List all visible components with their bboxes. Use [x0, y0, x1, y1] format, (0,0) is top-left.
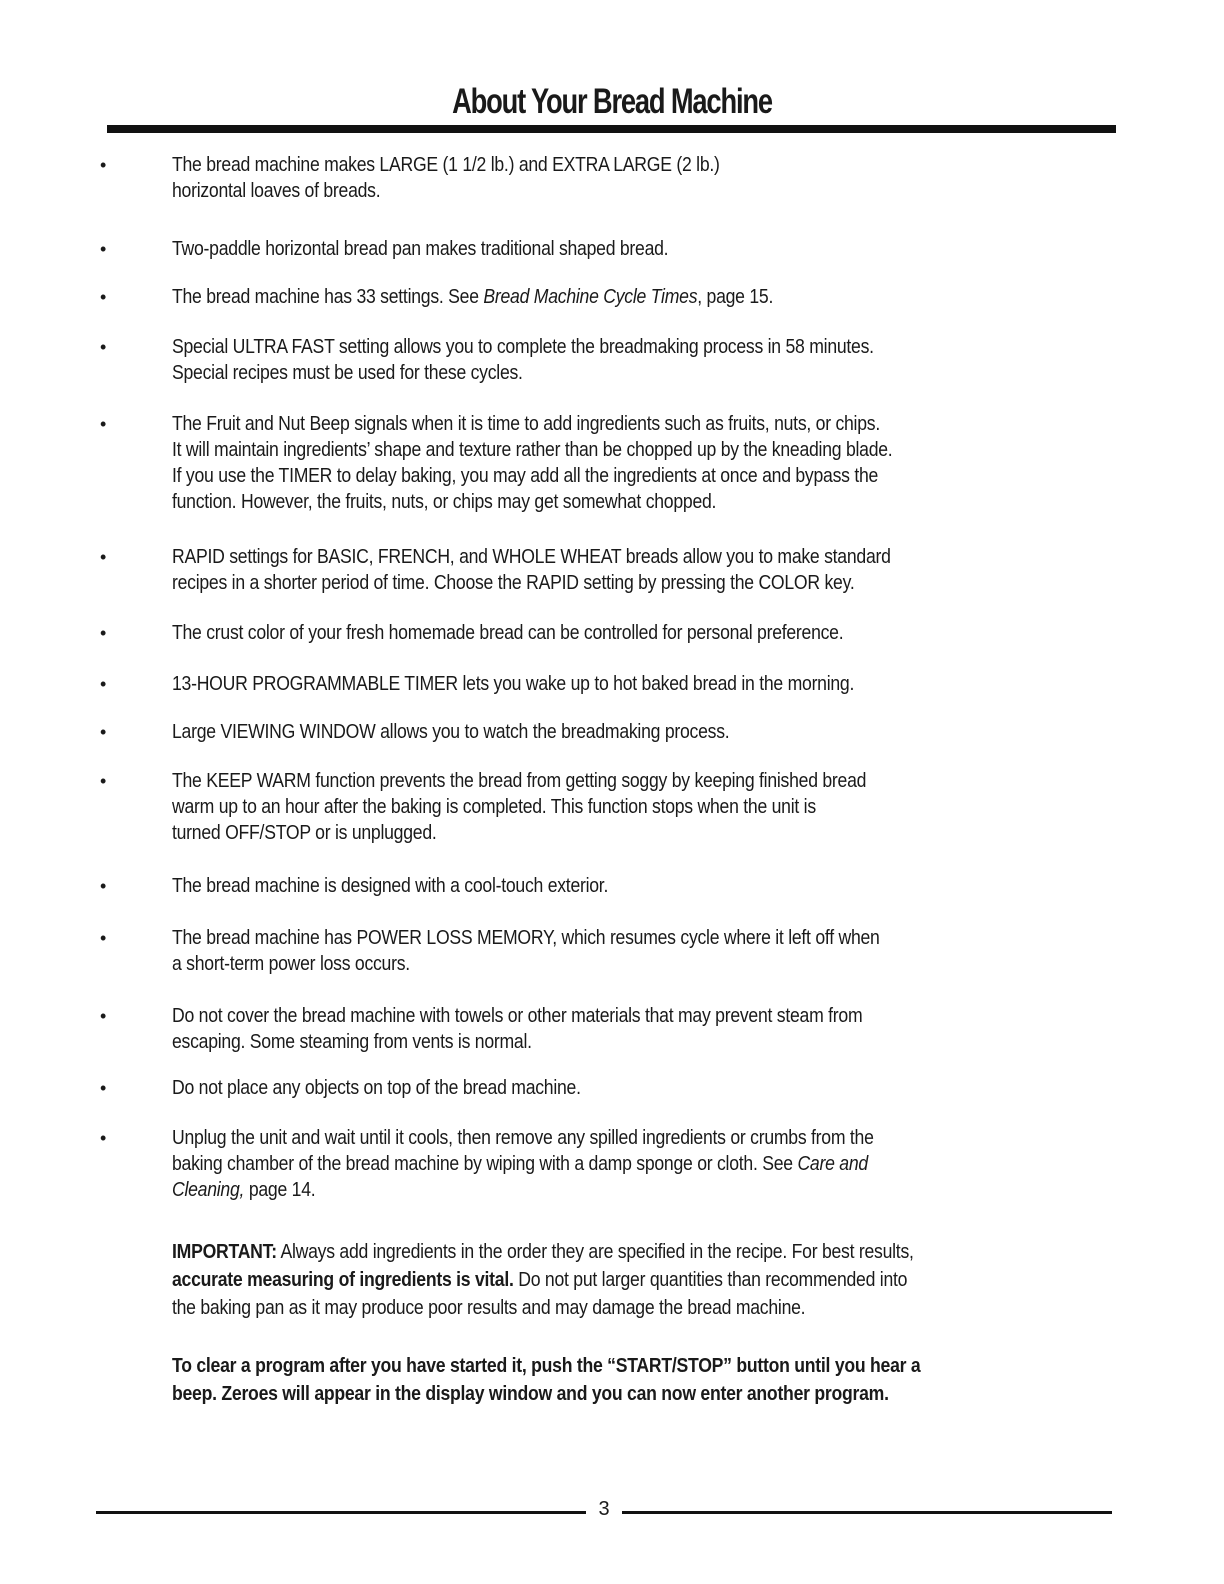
list-item: [100, 671, 1132, 697]
list-item: [100, 1125, 1132, 1203]
list-item: [100, 925, 1132, 977]
bullet-icon: •: [100, 1128, 107, 1148]
footer-rule-right: [622, 1511, 1112, 1514]
list-item-text: The bread machine has POWER LOSS MEMORY, which resumes cycle where it left off when a short-term power loss occurs.: [172, 926, 880, 975]
bullet-icon: •: [100, 876, 107, 896]
list-item: [100, 544, 1132, 596]
bullet-icon: •: [100, 674, 107, 694]
footer-rule-left: [96, 1511, 586, 1514]
list-item-text: 13-HOUR PROGRAMMABLE TIMER lets you wake up to hot baked bread in the morning.: [172, 672, 855, 695]
list-item: [100, 1003, 1132, 1055]
list-item: [100, 284, 1132, 310]
list-item: [100, 334, 1132, 386]
page-number: 3: [598, 1498, 610, 1520]
bullet-icon: •: [100, 771, 107, 791]
list-item-text: The crust color of your fresh homemade bread can be controlled for personal preference.: [172, 621, 844, 644]
list-item: [100, 873, 1132, 899]
list-item: [100, 719, 1132, 745]
list-item-text: Two-paddle horizontal bread pan makes traditional shaped bread.: [172, 237, 669, 260]
list-item-text: The Fruit and Nut Beep signals when it is time to add ingredients such as fruits, nuts, or chips. It will maintain ingredients’ shape and texture rather than be chopped up by the kneading blade. If you use the TIMER to delay baking, you may add all the ingredients at once and bypass the function. However, the fruits, nuts, or chips may get somewhat chopped.: [172, 412, 893, 513]
bullet-icon: •: [100, 287, 107, 307]
list-item-text: The bread machine is designed with a cool-touch exterior.: [172, 874, 609, 897]
bullet-icon: •: [100, 722, 107, 742]
page-title: About Your Bread Machine: [452, 82, 772, 121]
list-item: [100, 620, 1132, 646]
important-label: IMPORTANT:: [172, 1240, 277, 1263]
bullet-icon: •: [100, 337, 107, 357]
list-item: [100, 411, 1132, 515]
list-item-text: RAPID settings for BASIC, FRENCH, and WHOLE WHEAT breads allow you to make standard recipes in a shorter period of time. Choose the RAPID setting by pressing the COLOR key.: [172, 545, 891, 594]
list-item: [100, 768, 1132, 846]
list-item-text: Large VIEWING WINDOW allows you to watch the breadmaking process.: [172, 720, 730, 743]
bullet-icon: •: [100, 414, 107, 434]
bullet-icon: •: [100, 547, 107, 567]
bullet-icon: •: [100, 928, 107, 948]
list-item-text: The KEEP WARM function prevents the bread from getting soggy by keeping finished bread warm up to an hour after the baking is completed. This function stops when the unit is turned OFF/STOP or is unplugged.: [172, 769, 867, 844]
list-item-text: The bread machine has 33 settings. See Bread Machine Cycle Times, page 15.: [172, 285, 774, 308]
important-note: IMPORTANT: Always add ingredients in the order they are specified in the recipe. For best results, accurate measuring of ingredients is vital. Do not put larger quantities than recommended into the baking pan as it may produce poor results and may damage the bread machine.: [172, 1240, 914, 1319]
important-emphasis: accurate measuring of ingredients is vital.: [172, 1268, 514, 1291]
bullet-icon: •: [100, 239, 107, 259]
list-item: [100, 152, 1132, 204]
list-item-text: Do not cover the bread machine with towels or other materials that may prevent steam from escaping. Some steaming from vents is normal.: [172, 1004, 863, 1053]
list-item: [100, 1075, 1132, 1101]
list-item-text: The bread machine makes LARGE (1 1/2 lb.) and EXTRA LARGE (2 lb.) horizontal loaves of breads.: [172, 153, 720, 202]
bullet-icon: •: [100, 623, 107, 643]
list-item-text: Unplug the unit and wait until it cools, then remove any spilled ingredients or crumbs from the baking chamber of the bread machine by wiping with a damp sponge or cloth. See Care and Cleaning, page 14.: [172, 1126, 874, 1201]
list-item: [100, 236, 1132, 262]
bullet-icon: •: [100, 1078, 107, 1098]
list-item-text: Special ULTRA FAST setting allows you to complete the breadmaking process in 58 minutes. Special recipes must be used for these cycles.: [172, 335, 874, 384]
bullet-icon: •: [100, 1006, 107, 1026]
clear-program-note: To clear a program after you have started it, push the “START/STOP” button until you hear a beep. Zeroes will appear in the display window and you can now enter another program.: [172, 1354, 921, 1405]
bullet-icon: •: [100, 155, 107, 175]
list-item-text: Do not place any objects on top of the bread machine.: [172, 1076, 581, 1099]
